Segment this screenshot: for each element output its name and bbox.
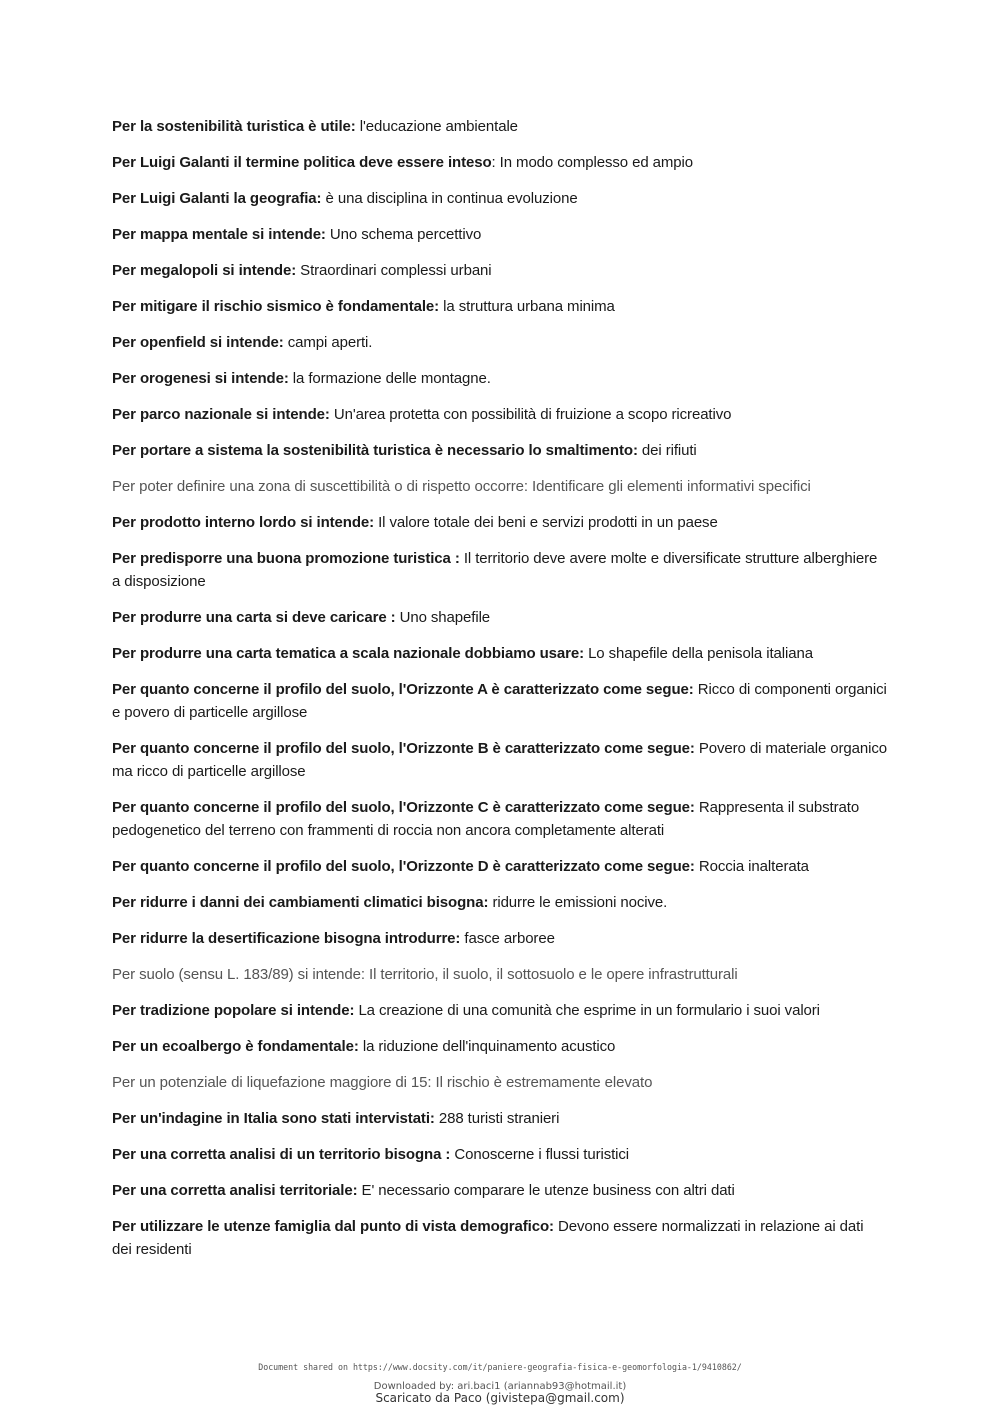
entry-answer: Il territorio deve avere molte e diversificate strutture alberghiere a disposizione bbox=[112, 550, 878, 590]
qa-entry bbox=[112, 223, 887, 246]
qa-entry bbox=[112, 963, 887, 986]
entry-answer: Lo shapefile della penisola italiana bbox=[584, 645, 813, 662]
entry-question: Per megalopoli si intende: bbox=[112, 262, 297, 279]
footer-scaricato-da: Scaricato da Paco (givistepa@gmail.com) bbox=[375, 1391, 625, 1405]
entry-question: Per ridurre i danni dei cambiamenti climatici bisogna: bbox=[112, 894, 489, 911]
entry-answer: Un'area protetta con possibilità di fruizione a scopo ricreativo bbox=[329, 406, 732, 423]
qa-entry bbox=[112, 678, 887, 724]
qa-entry bbox=[112, 1179, 887, 1202]
entry-answer: è una disciplina in continua evoluzione bbox=[321, 190, 578, 207]
entry-question: Per produrre una carta tematica a scala nazionale dobbiamo usare: bbox=[112, 645, 584, 662]
qa-entry bbox=[112, 367, 887, 390]
entry-question: Per mappa mentale si intende: bbox=[112, 226, 326, 243]
qa-entry bbox=[112, 927, 887, 950]
entry-answer: La creazione di una comunità che esprime in un formulario i suoi valori bbox=[354, 1002, 820, 1019]
entry-answer: Uno shapefile bbox=[395, 609, 491, 626]
entry-answer: ridurre le emissioni nocive. bbox=[488, 894, 668, 911]
qa-entry bbox=[112, 187, 887, 210]
qa-entry bbox=[112, 1143, 887, 1166]
entry-answer: Povero di materiale organico ma ricco di particelle argillose bbox=[112, 740, 887, 780]
entry-answer: la riduzione dell'inquinamento acustico bbox=[358, 1038, 616, 1055]
entry-question: Per un'indagine in Italia sono stati intervistati: bbox=[112, 1110, 435, 1127]
entry-question: Per quanto concerne il profilo del suolo, l'Orizzonte C è caratterizzato come segue: bbox=[112, 799, 695, 816]
qa-entry bbox=[112, 115, 887, 138]
qa-entry bbox=[112, 439, 887, 462]
entry-answer: : In modo complesso ed ampio bbox=[491, 154, 694, 171]
entry-question: Per predisporre una buona promozione turistica : bbox=[112, 550, 460, 567]
entry-answer: Roccia inalterata bbox=[694, 858, 809, 875]
entry-question: Per un ecoalbergo è fondamentale: bbox=[112, 1038, 359, 1055]
qa-entry bbox=[112, 547, 887, 593]
entry-question: Per produrre una carta si deve caricare : bbox=[112, 609, 396, 626]
entry-answer: Conoscerne i flussi turistici bbox=[450, 1146, 630, 1163]
qa-entry bbox=[112, 511, 887, 534]
entry-answer: Il territorio, il suolo, il sottosuolo e le opere infrastrutturali bbox=[364, 966, 738, 983]
entry-answer: dei rifiuti bbox=[637, 442, 697, 459]
qa-entry bbox=[112, 1215, 887, 1261]
entry-question: Per quanto concerne il profilo del suolo, l'Orizzonte A è caratterizzato come segue: bbox=[112, 681, 694, 698]
entry-question: Per Luigi Galanti il termine politica deve essere inteso bbox=[112, 154, 492, 171]
qa-list bbox=[112, 115, 887, 1274]
entry-answer: Ricco di componenti organici e povero di particelle argillose bbox=[112, 681, 887, 721]
entry-answer: la formazione delle montagne. bbox=[288, 370, 491, 387]
entry-question: Per prodotto interno lordo si intende: bbox=[112, 514, 375, 531]
entry-question: Per suolo (sensu L. 183/89) si intende: bbox=[112, 966, 365, 983]
entry-answer: fasce arboree bbox=[460, 930, 555, 947]
entry-answer: la struttura urbana minima bbox=[439, 298, 615, 315]
entry-question: Per openfield si intende: bbox=[112, 334, 284, 351]
entry-answer: E' necessario comparare le utenze business con altri dati bbox=[357, 1182, 735, 1199]
entry-question: Per orogenesi si intende: bbox=[112, 370, 289, 387]
qa-entry bbox=[112, 606, 887, 629]
qa-entry bbox=[112, 796, 887, 842]
entry-question: Per tradizione popolare si intende: bbox=[112, 1002, 355, 1019]
qa-entry bbox=[112, 999, 887, 1022]
entry-question: Per un potenziale di liquefazione maggiore di 15: bbox=[112, 1074, 432, 1091]
entry-answer: l'educazione ambientale bbox=[355, 118, 518, 135]
entry-answer: Devono essere normalizzati in relazione ai dati dei residenti bbox=[112, 1218, 864, 1258]
entry-answer: Il rischio è estremamente elevato bbox=[431, 1074, 653, 1091]
entry-question: Per quanto concerne il profilo del suolo, l'Orizzonte B è caratterizzato come segue: bbox=[112, 740, 695, 757]
qa-entry bbox=[112, 891, 887, 914]
qa-entry bbox=[112, 475, 887, 498]
entry-question: Per una corretta analisi di un territorio bisogna : bbox=[112, 1146, 451, 1163]
qa-entry bbox=[112, 855, 887, 878]
qa-entry bbox=[112, 1071, 887, 1094]
qa-entry bbox=[112, 259, 887, 282]
entry-question: Per utilizzare le utenze famiglia dal punto di vista demografico: bbox=[112, 1218, 554, 1235]
qa-entry bbox=[112, 151, 887, 174]
entry-answer: campi aperti. bbox=[283, 334, 373, 351]
entry-question: Per una corretta analisi territoriale: bbox=[112, 1182, 358, 1199]
qa-entry bbox=[112, 642, 887, 665]
entry-question: Per parco nazionale si intende: bbox=[112, 406, 330, 423]
entry-question: Per la sostenibilità turistica è utile: bbox=[112, 118, 356, 135]
qa-entry bbox=[112, 331, 887, 354]
entry-question: Per poter definire una zona di suscettibilità o di rispetto occorre: bbox=[112, 478, 528, 495]
qa-entry bbox=[112, 737, 887, 783]
footer-downloaded-by: Downloaded by: ari.baci1 (ariannab93@hotmail.it) bbox=[373, 1381, 627, 1392]
entry-question: Per portare a sistema la sostenibilità turistica è necessario lo smaltimento: bbox=[112, 442, 638, 459]
entry-question: Per mitigare il rischio sismico è fondamentale: bbox=[112, 298, 440, 315]
footer-shared-url: Document shared on https://www.docsity.com/it/paniere-geografia-fisica-e-geomorfologia-1/9410862/ bbox=[258, 1363, 742, 1373]
entry-question: Per ridurre la desertificazione bisogna introdurre: bbox=[112, 930, 461, 947]
entry-answer: Identificare gli elementi informativi specifici bbox=[527, 478, 811, 495]
entry-answer: Uno schema percettivo bbox=[325, 226, 482, 243]
entry-answer: Il valore totale dei beni e servizi prodotti in un paese bbox=[374, 514, 718, 531]
entry-answer: Rappresenta il substrato pedogenetico del terreno con frammenti di roccia non ancora completamente alterati bbox=[112, 799, 860, 839]
qa-entry bbox=[112, 1107, 887, 1130]
entry-question: Per quanto concerne il profilo del suolo, l'Orizzonte D è caratterizzato come segue: bbox=[112, 858, 695, 875]
entry-answer: Straordinari complessi urbani bbox=[296, 262, 492, 279]
qa-entry bbox=[112, 1035, 887, 1058]
qa-entry bbox=[112, 295, 887, 318]
entry-question: Per Luigi Galanti la geografia: bbox=[112, 190, 322, 207]
entry-answer: 288 turisti stranieri bbox=[434, 1110, 560, 1127]
qa-entry bbox=[112, 403, 887, 426]
